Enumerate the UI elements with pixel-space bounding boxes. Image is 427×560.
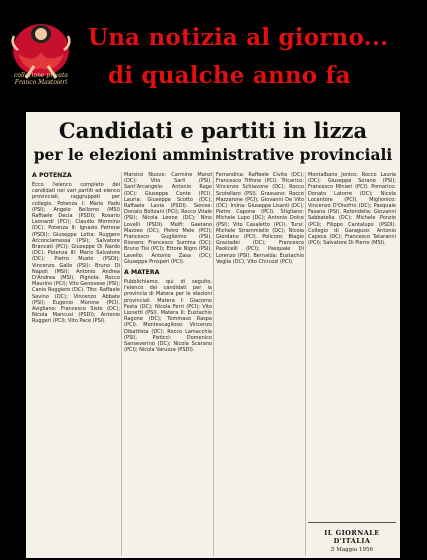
dancer-logo-icon xyxy=(4,4,78,104)
column-divider xyxy=(213,172,214,556)
newspaper-clipping xyxy=(26,112,400,558)
section-heading-potenza: A POTENZA xyxy=(32,172,72,179)
banner-headline-line2: di qualche anno fa xyxy=(108,62,351,89)
column-2-matera-text: Pubblichiamo, qui di seguito, l'elenco dei candidati per la provincia di Matera per le elezioni provinciali. Matera I: Giacomo Festa (DC); Nicola Ferri (PCI); Vito Lionetti (PSI). Matera II: Eustachio Ragone (DC); Tommaso Raspa (PCI). Montescaglioso: Vincenzo Dibattista (DC); Rocco Lamacchia (PSI). Pisticci: Domenico Sanseverino (DC); Nicola Scarano (PCI); Nicola Varuzza (PSDI). xyxy=(124,279,212,354)
article-column-2 xyxy=(124,172,212,556)
column-3-text: Ferrandina: Raffaele Civita (DC); Francesco Trifone (PCI). Tricarico: Vincenzo Schiavone (DC); Rocco Scotellaro (PSI). Grassano: Rocco Mazzarone (PCI); Giovanni De Vito (DC). Irsina: Giuseppe Lisanti (DC); Pietro Capone (PCI). Stigliano: Michele Lupo (DC); Antonio Dolce (PSI); Vito Casaletto (PCI). Tursi: Michele Strammiello (DC); Nicola Giordano (PCI). Policoro: Biagio Graziadei (DC); Francesco Paolicelli (PCI); Pasquale Di Lorenzo (PSI). Bernalda: Eustachio Veglia (DC); Vito Chiruzzi (PCI). xyxy=(216,172,304,265)
newspaper-name: IL GIORNALE D'ITALIA xyxy=(324,529,380,545)
article-title: Candidati e partiti in lizza xyxy=(58,118,368,143)
banner-headline-line1: Una notizia al giorno... xyxy=(88,24,389,51)
logo-caption-line1: collezione privata xyxy=(14,72,68,79)
column-divider xyxy=(121,172,122,556)
column-4-text: Montalbano Jonico: Rocco Lauria (DC); Giuseppe Sorano (PSI); Francesco Minieri (PCI). Pomarico: Donato Latorre (DC); Nicola Locantore (PCI). Miglionico: Vincenzo D'Onofrio (DC); Pasquale Fasano (PSI). Rotondella: Giovanni Sabbatella (DC); Michele Ponzio (PCI); Filippo Cantalupo (PSDI). Collegio di Garaguso: Antonio Capece (DC); Francesco Tataranni (PCI); Salvatore Di Pierro (MSI). xyxy=(308,172,396,247)
article-column-1 xyxy=(32,172,120,556)
header-banner xyxy=(0,0,427,112)
source-footer xyxy=(308,522,396,555)
logo-caption-line2: Franco Mastoieri xyxy=(14,79,68,86)
column-2-text: Marsico Nuovo: Carmine Manzi (DC); Vito Sarli (PSI). Sant'Arcangelo: Antonio Rago (DC); Giuseppe Conte (PCI). Lauria: Giuseppe Scotto (DC); Raffaele Lavia (PSDI). Senise: Donato Boltzani (PCI); Rocco Vitale (PSI); Nicola Leone (DC); Nino Lovelli (PSDI). Melfi: Gaetano Mazzeo (DC); Pietro Mele (PCI); Francesco Guglielmo (PSI). Rionero: Francesco Summa (DC); Bruno Tisi (PCI); Ettore Nigro (PSI). Lavello: Antonio Zasa (DC); Giuseppe Prosperi (PCI). xyxy=(124,172,212,265)
logo-caption xyxy=(0,72,82,86)
article-column-4 xyxy=(308,172,396,518)
article-subtitle: per le elezioni amministrative provinciali xyxy=(33,145,393,164)
section-heading-matera: A MATERA xyxy=(124,269,160,277)
article-column-3 xyxy=(216,172,304,556)
publication-date: 5 Maggio 1956 xyxy=(330,547,373,553)
column-divider xyxy=(305,172,306,556)
column-1-text: Ecco l'elenco completo dei candidati nei vari partiti ed elenco provinciali, raggruppati per collegio. Potenza I: Mario Pado (PSI); Angelo Bellomo (MSI) Raffaele Decia (PSDI); Rosario Leonardi (PCI); Claudio Mormino (DC). Potenza II: Ignazio Petrone (PSDI); Giuseppe Lotta; Ruggero Acconciamessa (PSI); Salvatore Brancati (PCI); Giuseppe Di Nardo (DC). Potenza III: Mario Salvatore (DC); Pietro Musto (PSDI); Vincenzo Gallo (PSI); Bruno Di Napoli (MSI); Antonio Andrea D'Andrea (MSI). Pignola: Rocco Maurino (PCI); Vito Genovese (PSI); Canio Ruggiero (DC). Tito: Raffaele Savino (DC); Vincenzo Abbate (PSI); Eugenio Morone (PCI). Avigliano: Francesco Sisto (DC); Nicola Mancusi (PSDI); Antonio Ruggeri (PCI); Vito Pace (PSI). xyxy=(32,182,120,325)
